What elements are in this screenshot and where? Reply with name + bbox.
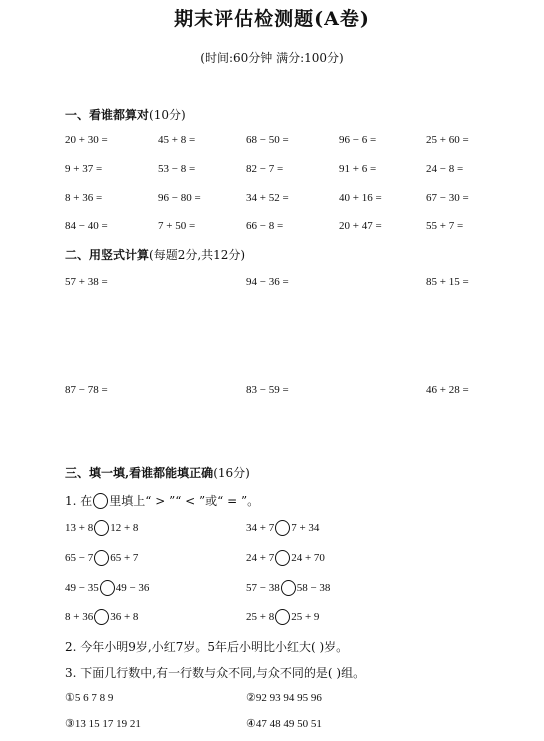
compare-circle-icon[interactable] — [94, 550, 109, 566]
calc-item: 96 − 80 = — [158, 192, 201, 204]
compare-item — [246, 550, 325, 566]
compare-item — [65, 550, 138, 566]
compare-circle-icon[interactable] — [275, 609, 290, 625]
section-1-score: (10分) — [149, 108, 186, 122]
question-1 — [65, 492, 259, 509]
calc-item: 8 + 36 = — [65, 192, 103, 204]
compare-left: 49 − 35 — [65, 582, 99, 594]
calc-item: 67 − 30 = — [426, 192, 469, 204]
compare-item — [65, 580, 149, 596]
compare-circle-icon[interactable] — [94, 609, 109, 625]
question-1-prefix: 1. 在 — [65, 494, 93, 508]
section-1-heading — [65, 106, 186, 123]
question-2: 2. 今年小明9岁,小红7岁。5年后小明比小红大( )岁。 — [65, 640, 349, 654]
compare-circle-icon[interactable] — [100, 580, 115, 596]
option-item: ①5 6 7 8 9 — [65, 692, 114, 704]
compare-circle-icon[interactable] — [275, 550, 290, 566]
section-3-title: 三、填一填,看谁都能填正确 — [65, 466, 214, 480]
calc-item: 25 + 60 = — [426, 134, 469, 146]
calc-item: 53 − 8 = — [158, 163, 196, 175]
compare-right: 12 + 8 — [110, 522, 139, 534]
compare-left: 8 + 36 — [65, 611, 94, 623]
vertical-calc-item: 85 + 15 = — [426, 276, 469, 288]
compare-left: 65 − 7 — [65, 552, 94, 564]
compare-left: 13 + 8 — [65, 522, 94, 534]
compare-right: 65 + 7 — [110, 552, 139, 564]
compare-right: 58 − 38 — [296, 582, 331, 594]
compare-item — [246, 520, 319, 536]
compare-left: 34 + 7 — [246, 522, 275, 534]
option-item: ②92 93 94 95 96 — [246, 692, 322, 704]
exam-info: (时间:60分钟 满分:100分) — [200, 51, 344, 65]
option-item: ③13 15 17 19 21 — [65, 718, 141, 730]
section-2-heading — [65, 246, 245, 263]
vertical-calc-item: 87 − 78 = — [65, 384, 108, 396]
calc-item: 9 + 37 = — [65, 163, 103, 175]
option-item: ④47 48 49 50 51 — [246, 718, 322, 730]
question-1-suffix: 里填上“ > ”“ < ”或“ = ”。 — [109, 494, 260, 508]
calc-item: 84 − 40 = — [65, 220, 108, 232]
section-3-heading — [65, 464, 250, 481]
compare-circle-icon[interactable] — [94, 520, 109, 536]
calc-item: 82 − 7 = — [246, 163, 284, 175]
calc-item: 20 + 30 = — [65, 134, 108, 146]
compare-right: 24 + 70 — [291, 552, 325, 564]
compare-right: 7 + 34 — [291, 522, 320, 534]
vertical-calc-item: 83 − 59 = — [246, 384, 289, 396]
compare-item — [246, 580, 330, 596]
compare-right: 49 − 36 — [115, 582, 150, 594]
compare-right: 25 + 9 — [291, 611, 320, 623]
compare-item — [65, 609, 138, 625]
compare-circle-icon[interactable] — [275, 520, 290, 536]
calc-item: 91 + 6 = — [339, 163, 377, 175]
calc-item: 7 + 50 = — [158, 220, 196, 232]
calc-item: 66 − 8 = — [246, 220, 284, 232]
section-2-score: (每题2分,共12分) — [149, 248, 246, 262]
calc-item: 45 + 8 = — [158, 134, 196, 146]
calc-item: 40 + 16 = — [339, 192, 382, 204]
calc-item: 96 − 6 = — [339, 134, 377, 146]
vertical-calc-item: 94 − 36 = — [246, 276, 289, 288]
compare-left: 57 − 38 — [246, 582, 280, 594]
page-title: 期末评估检测题(A卷) — [174, 8, 370, 30]
answer-circle-icon — [93, 493, 108, 509]
vertical-calc-item: 57 + 38 = — [65, 276, 108, 288]
calc-item: 68 − 50 = — [246, 134, 289, 146]
question-3: 3. 下面几行数中,有一行数与众不同,与众不同的是( )组。 — [65, 666, 366, 680]
calc-item: 20 + 47 = — [339, 220, 382, 232]
calc-item: 24 − 8 = — [426, 163, 464, 175]
compare-left: 24 + 7 — [246, 552, 275, 564]
vertical-calc-item: 46 + 28 = — [426, 384, 469, 396]
compare-item — [65, 520, 138, 536]
compare-item — [246, 609, 319, 625]
compare-circle-icon[interactable] — [281, 580, 296, 596]
section-1-title: 一、看谁都算对 — [65, 108, 150, 122]
section-3-score: (16分) — [213, 466, 250, 480]
section-2-title: 二、用竖式计算 — [65, 248, 150, 262]
calc-item: 55 + 7 = — [426, 220, 464, 232]
compare-right: 36 + 8 — [110, 611, 139, 623]
compare-left: 25 + 8 — [246, 611, 275, 623]
calc-item: 34 + 52 = — [246, 192, 289, 204]
